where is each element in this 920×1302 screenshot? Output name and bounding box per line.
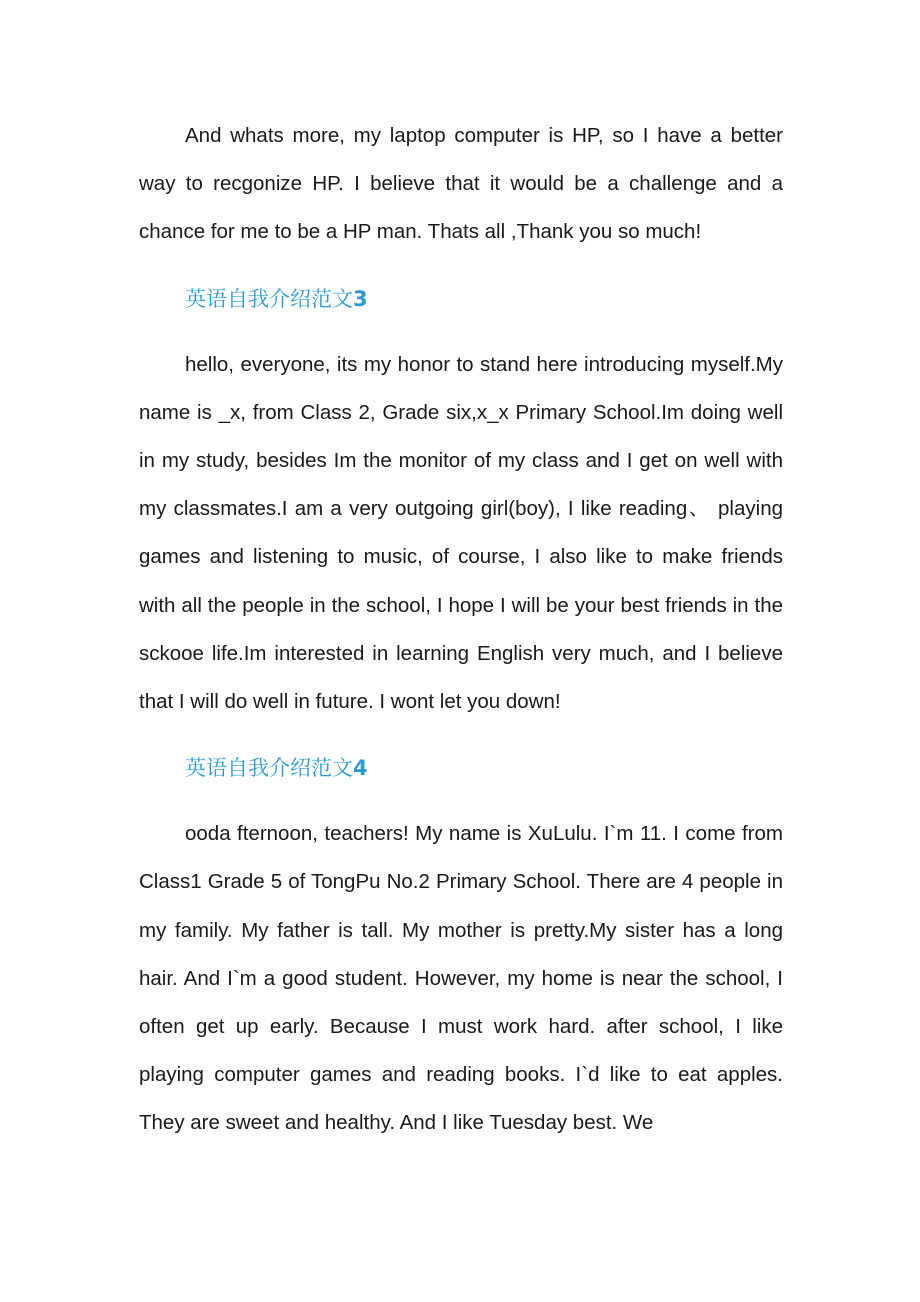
section-heading-4 xyxy=(139,744,783,792)
section-heading-3-text: 英语自我介绍范文 xyxy=(185,286,353,311)
section-heading-3 xyxy=(139,275,783,323)
spacer xyxy=(139,323,783,341)
paragraph-sample-3: hello, everyone, its my honor to stand here introducing myself.My name is _x, from Class 2, Grade six,x_x Primary School.Im doing well in my study, besides Im the monitor of my class and I get on well with my classmates.I am a very outgoing girl(boy), I like reading、 playing games and listening to music, of course, I also like to make friends with all the people in the school, I hope I will be your best friends in the sckooe life.Im interested in learning English very much, and I believe that I will do well in future. I wont let you down! xyxy=(139,352,783,714)
spacer xyxy=(139,792,783,810)
section-heading-4-number: 4 xyxy=(353,756,368,781)
section-heading-3-number: 3 xyxy=(353,286,368,311)
paragraph-sample-4: ooda fternoon, teachers! My name is XuLulu. I`m 11. I come from Class1 Grade 5 of TongPu No.2 Primary School. There are 4 people in my family. My father is tall. My mother is pretty.My sister has a long hair. And I`m a good student. However, my home is near the school, I often get up early. Because I must work hard. after school, I like playing computer games and reading books. I`d like to eat apples. They are sweet and healthy. And I like Tuesday best. We xyxy=(139,822,783,1135)
paragraph-hp-conclusion: And whats more, my laptop computer is HP, so I have a better way to recgonize HP. I believe that it would be a challenge and a chance for me to be a HP man. Thats all ,Thank you so much! xyxy=(139,124,783,244)
document-content xyxy=(139,112,783,1148)
spacer xyxy=(139,726,783,744)
section-heading-4-text: 英语自我介绍范文 xyxy=(185,756,353,781)
spacer xyxy=(139,257,783,275)
